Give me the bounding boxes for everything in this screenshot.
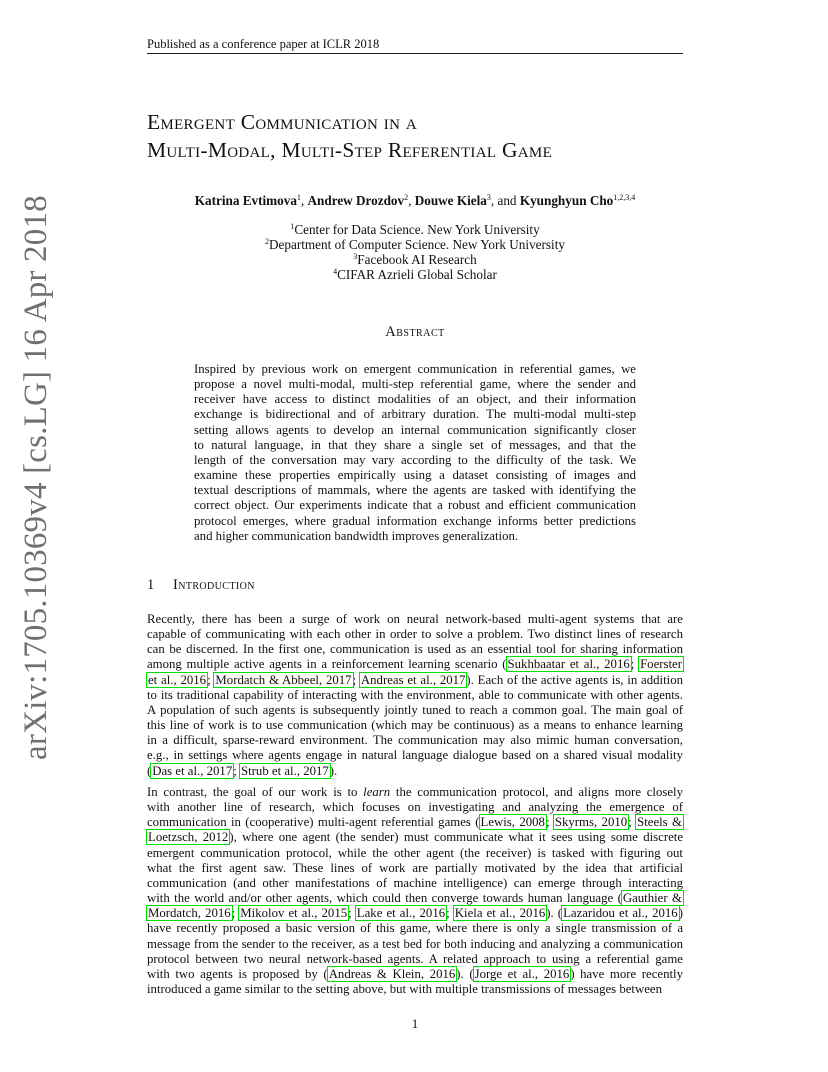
citation-link[interactable]: Das et al., 2017 xyxy=(152,763,233,778)
author-name: Douwe Kiela xyxy=(414,193,487,208)
text-line xyxy=(147,785,683,800)
text-line: A population of such agents is subsequently jointly tuned to reach a common goal. The main goal of xyxy=(147,702,683,717)
abstract-line: and higher communication bandwidth improves generalization. xyxy=(194,528,519,543)
author-affiliation-mark: 3 xyxy=(486,193,491,202)
affiliation xyxy=(147,267,683,282)
text-line xyxy=(147,673,683,688)
arxiv-sidebar-stamp: arXiv:1705.10369v4 [cs.LG] 16 Apr 2018 xyxy=(18,195,54,760)
abstract-line: examine these properties empirically using a dataset consisting of images and xyxy=(194,468,636,483)
abstract-body xyxy=(194,362,636,544)
affiliation xyxy=(147,237,683,252)
author-affiliation-mark: 2 xyxy=(404,193,409,202)
text-run: ; xyxy=(348,906,356,921)
text-line: e.g., in settings where agents engage in natural language dialogue based on a shared visual modality xyxy=(147,748,683,763)
text-line xyxy=(147,967,683,982)
text-line: emergent communication protocol, while the other agent (the receiver) is tasked with figuring out xyxy=(147,845,683,860)
author-name: Kyunghyun Cho xyxy=(519,193,614,208)
section-heading xyxy=(147,576,683,594)
citation-link[interactable]: Foerster xyxy=(640,657,682,672)
text-run: ). xyxy=(329,763,338,778)
section-number: 1 xyxy=(147,577,155,593)
affiliation-mark: 1 xyxy=(290,222,295,231)
text-line xyxy=(147,764,683,779)
citation-link[interactable]: Kiela et al., 2016 xyxy=(454,906,546,921)
text-run: ; xyxy=(446,906,454,921)
page-number: 1 xyxy=(411,1016,419,1031)
citation-link[interactable]: Sukhbaatar et al., 2016 xyxy=(507,657,630,672)
abstract-line: exchange is bidirectional and of arbitrary duration. The multi-modal multi-step xyxy=(194,407,636,422)
text-run: the communication protocol, and aligns more closely xyxy=(390,785,683,799)
citation-link[interactable]: Strub et al., 2017 xyxy=(241,763,329,778)
text-line: communication (and other manifestations of machine intelligence) can emerge through interacting xyxy=(147,875,683,890)
citation-link[interactable]: et al., 2016 xyxy=(148,672,207,687)
title-line-2: Multi-Modal, Multi-Step Referential Game xyxy=(147,138,553,162)
abstract-line: setting allows agents to develop an internal communication significantly closer xyxy=(194,422,636,437)
abstract-line: correct object. Our experiments indicate that a robust and efficient communication xyxy=(194,498,636,513)
citation-link[interactable]: Steels & xyxy=(637,815,682,830)
text-line: this line of work is to use communication (which may be continuous) as a means to enhance learning xyxy=(147,718,683,733)
text-run: with the world and/or other agents, which could then converge towards human language ( xyxy=(147,891,622,906)
text-line: message from the sender to the receiver, as a test bed for both inducing and analyzing a communication xyxy=(147,936,683,951)
abstract-line: Inspired by previous work on emergent communication in referential games, we xyxy=(194,362,636,376)
abstract-line: receiver have access to distinct modalities of an object, and their information xyxy=(194,392,636,407)
author-affiliation-mark: 1,2,3,4 xyxy=(613,193,636,202)
text-line xyxy=(147,657,683,672)
text-run: among multiple active agents in a reinforcement learning scenario ( xyxy=(147,657,507,672)
text-line: in a difficult, sparse-reward environment. The communication may also mimic human conversation, xyxy=(147,733,683,748)
text-line: have recently proposed a basic version of this game, where there is only a single transmission of a xyxy=(147,921,683,936)
affiliation-text: Department of Computer Science. New York University xyxy=(269,237,565,252)
author-name: Katrina Evtimova xyxy=(194,193,297,208)
citation-link[interactable]: Mikolov et al., 2015 xyxy=(240,906,348,921)
title-line-1: Emergent Communication in a xyxy=(147,110,418,134)
text-run: ; xyxy=(630,657,640,672)
text-run: ( xyxy=(147,763,152,778)
text-run: ; xyxy=(207,672,215,687)
citation-link[interactable]: Loetzsch, 2012 xyxy=(148,830,229,845)
affiliation-text: CIFAR Azrieli Global Scholar xyxy=(337,267,497,282)
text-run: ; xyxy=(231,906,240,921)
text-line xyxy=(147,815,683,830)
citation-link[interactable]: Andreas & Klein, 2016 xyxy=(328,966,456,981)
affiliation-mark: 3 xyxy=(353,252,358,261)
text-run: ; xyxy=(628,815,637,830)
citation-link[interactable]: Andreas et al., 2017 xyxy=(360,672,466,687)
text-line: Recently, there has been a surge of work on neural network-based multi-agent systems that are xyxy=(147,612,683,626)
text-run: with two agents is proposed by ( xyxy=(147,966,328,981)
citation-link[interactable]: Gauthier & xyxy=(622,891,682,906)
affiliation-text: Facebook AI Research xyxy=(357,252,477,267)
author-affiliation-mark: 1 xyxy=(296,193,301,202)
citation-link[interactable]: Mordatch & Abbeel, 2017 xyxy=(215,672,352,687)
text-line: introduced a game similar to the setting above, but with multiple transmissions of messages between xyxy=(147,982,662,997)
emphasis-text: learn xyxy=(363,785,391,799)
abstract-line: to natural language, in that they share a single set of messages, and that the xyxy=(194,437,636,452)
author-separator: , xyxy=(408,193,415,208)
author-separator: , and xyxy=(490,193,520,208)
affiliation-mark: 2 xyxy=(265,237,270,246)
citation-link[interactable]: Jorge et al., 2016 xyxy=(474,966,570,981)
text-run: ; xyxy=(233,763,240,778)
abstract-line: length of the conversation may vary according to the difficulty of the task. We xyxy=(194,452,636,467)
text-line xyxy=(147,830,683,845)
citation-link[interactable]: Lewis, 2008 xyxy=(480,815,545,830)
text-run: ) have more recently xyxy=(570,966,683,981)
intro-paragraph-2 xyxy=(147,785,683,997)
affiliation xyxy=(147,252,683,267)
running-header: Published as a conference paper at ICLR 2018 xyxy=(147,37,380,51)
abstract-heading: Abstract xyxy=(385,324,445,340)
section-title: Introduction xyxy=(173,577,255,593)
text-run: ). Each of the active agents is, in addition xyxy=(466,672,683,687)
text-run: communication in (cooperative) multi-agent referential games ( xyxy=(147,815,480,830)
intro-paragraph-1 xyxy=(147,612,683,779)
text-line: protocol between two neural network-based agents. A related approach to using a referential game xyxy=(147,951,683,966)
text-line: to its traditional capability of interacting with the environment, able to communicate with other agents. xyxy=(147,687,683,702)
paper-title xyxy=(147,108,707,164)
text-run: ) xyxy=(678,906,683,921)
text-line xyxy=(147,906,683,921)
text-run: ; xyxy=(545,815,554,830)
abstract-line: protocol emerges, where gradual information exchange informs better predictions xyxy=(194,513,636,528)
text-line: what the first agent saw. These lines of work are partially motivated by the idea that artificial xyxy=(147,860,683,875)
text-run: In contrast, the goal of our work is to xyxy=(147,785,364,799)
citation-link[interactable]: Lake et al., 2016 xyxy=(356,906,446,921)
text-run: ; xyxy=(352,672,360,687)
author-separator: , xyxy=(300,193,308,208)
abstract-line: propose a novel multi-modal, multi-step referential game, where the sender and xyxy=(194,377,636,392)
author-name: Andrew Drozdov xyxy=(307,193,405,208)
text-run: ), where one agent (the sender) must communicate what it sees using some discrete xyxy=(229,830,684,845)
text-line: can be discerned. In the first one, communication is used as an essential tool for sharing information xyxy=(147,642,683,657)
abstract-line: textual descriptions of mammals, where the agents are tasked with identifying the xyxy=(194,483,636,498)
affiliation xyxy=(147,222,683,237)
text-line: capable of communicating with each other in order to solve a problem. Two distinct lines of research xyxy=(147,627,683,642)
affiliation-text: Center for Data Science. New York University xyxy=(294,222,540,237)
author-list xyxy=(147,192,683,209)
citation-link[interactable]: Lazaridou et al., 2016 xyxy=(563,906,678,921)
text-run: ). ( xyxy=(456,966,474,981)
affiliation-mark: 4 xyxy=(333,267,338,276)
header-rule xyxy=(147,53,683,54)
affiliation-list xyxy=(147,222,683,282)
citation-link[interactable]: Mordatch, 2016 xyxy=(148,906,231,921)
citation-link[interactable]: Skyrms, 2010 xyxy=(554,815,628,830)
text-run: ). ( xyxy=(546,906,563,921)
text-line xyxy=(147,891,683,906)
text-line: with another line of research, which focuses on investigating and analyzing the emergence of xyxy=(147,800,683,815)
